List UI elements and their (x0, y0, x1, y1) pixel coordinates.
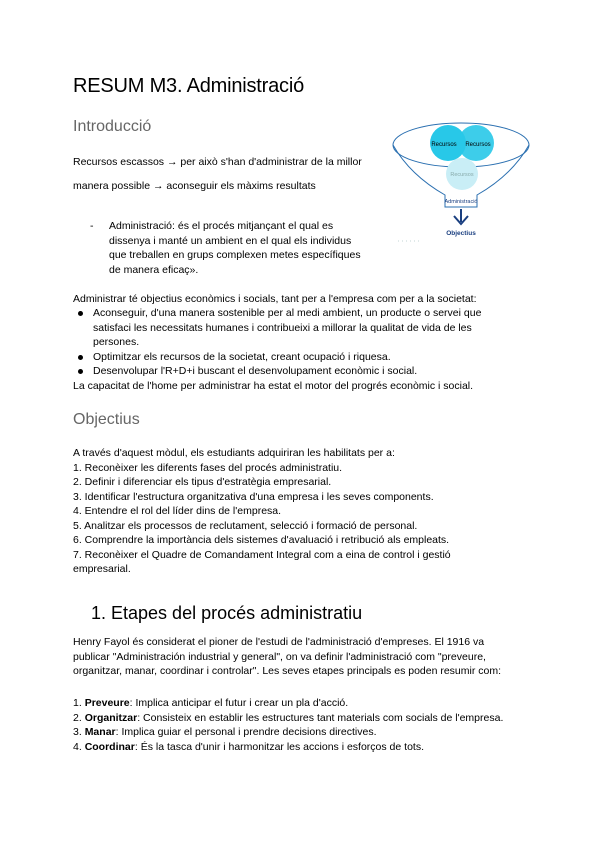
bubble-label-left: Recursos (431, 142, 457, 148)
page-title: RESUM M3. Administració (73, 75, 305, 97)
intro-line-2: manera possible → aconseguir els màxims resultats (73, 180, 316, 192)
bullet-line: persones. (93, 336, 140, 348)
list-item: 7. Reconèixer el Quadre de Comandament Integral com a eina de control i gestió (73, 548, 451, 561)
intro-closing: La capacitat de l'home per administrar ha estat el motor del progrés econòmic i social. (73, 380, 474, 392)
intro-heading: Introducció (73, 118, 152, 135)
objectius-block (73, 446, 543, 577)
definition-line: que treballen en grups complexen metes específiques (109, 249, 361, 261)
list-item: 5. Analitzar els processos de reclutament, selecció i formació de personal. (73, 519, 418, 532)
step-number: 3. (73, 726, 85, 738)
list-item: 1. Reconèixer les diferents fases del procés administratiu. (73, 461, 343, 474)
objectives-intro: Administrar té objectius econòmics i socials, tant per a l'empresa com per a la societat: (73, 293, 477, 305)
step-description: : És la tasca d'unir i harmonitzar les accions i esforços de tots. (134, 740, 424, 753)
bullet-line: Optimitzar els recursos de la societat, creant ocupació i riquesa. (93, 350, 391, 363)
intro-line-1: Recursos escassos → per això s'han d'administrar de la millor (73, 156, 362, 168)
step-number: 1. (73, 697, 85, 709)
bubble-label-bottom: Recursos (450, 172, 474, 178)
objectius-list (73, 461, 543, 577)
definition-line: de manera eficaç». (109, 263, 199, 276)
list-item (73, 306, 533, 350)
step-term: Manar (84, 726, 116, 738)
bullet-line: satisfaci les necessitats humanes i contribueixi a millorar la qualitat de vida de les (93, 321, 472, 334)
paragraph-line: organitzar, manar, coordinar i controlar". Les seves etapes principals es poden resumir com: (73, 665, 502, 677)
list-item: 6. Comprendre la importància dels sistemes d'avaluació i retribució als empleats. (73, 534, 450, 546)
list-item (73, 725, 553, 740)
step-term: Preveure (84, 697, 130, 709)
resources-funnel-diagram (390, 115, 540, 245)
step-description: : Implica guiar el personal i prendre decisions directives. (115, 726, 377, 738)
list-item: 3. Identificar l'estructura organitzativa d'una empresa i les seves components. (73, 490, 434, 503)
definition-line: Administració: és el procés mitjançant el qual es (109, 220, 334, 232)
step-description: : Implica anticipar el futur i crear un pla d'acció. (129, 697, 349, 709)
definition-line: dissenya i manté un ambient en el qual els individus (109, 234, 352, 247)
bullet-line: Aconseguir, d'una manera sostenible per al medi ambient, un producte o servei que (93, 307, 482, 319)
paragraph-line: publicar "Administración industrial y general", on va definir l'administració com "preveure, (73, 650, 486, 663)
bullet-line: Desenvolupar l'R+D+i buscant el desenvolupament econòmic i social. (93, 365, 418, 377)
objectius-lead: A través d'aquest mòdul, els estudiants adquiriran les habilitats per a: (73, 447, 395, 459)
step-number: 4. (73, 740, 85, 753)
objectius-heading: Objectius (73, 411, 140, 428)
definition-block (109, 219, 399, 277)
objectives-bullet-list (73, 306, 533, 379)
bubble-label-right: Recursos (465, 142, 491, 148)
section-1-heading: 1. Etapes del procés administratiu (91, 603, 363, 623)
list-item (73, 740, 553, 755)
list-item: 4. Entendre el rol del líder dins de l'empresa. (73, 505, 282, 517)
list-item (73, 364, 533, 379)
list-item: 2. Definir i diferenciar els tipus d'estratègia empresarial. (73, 476, 332, 488)
list-item (73, 350, 533, 365)
list-item: empresarial. (73, 563, 131, 575)
step-description: : Consisteix en establir les estructures tant materials com socials de l'empresa. (137, 711, 504, 724)
paragraph-line: Henry Fayol és considerat el pioner de l'estudi de l'administració d'empreses. El 1916 va (73, 636, 485, 648)
section-1-paragraph (73, 635, 553, 679)
dash-marker: - (90, 220, 94, 232)
list-item (73, 711, 553, 726)
list-item (73, 696, 553, 711)
step-term: Coordinar (84, 740, 135, 753)
funnel-label: Administració (444, 199, 478, 205)
step-number: 2. (73, 711, 85, 724)
output-label: Objectius (446, 230, 476, 237)
fayol-steps-list (73, 696, 553, 754)
step-term: Organitzar (84, 711, 138, 724)
